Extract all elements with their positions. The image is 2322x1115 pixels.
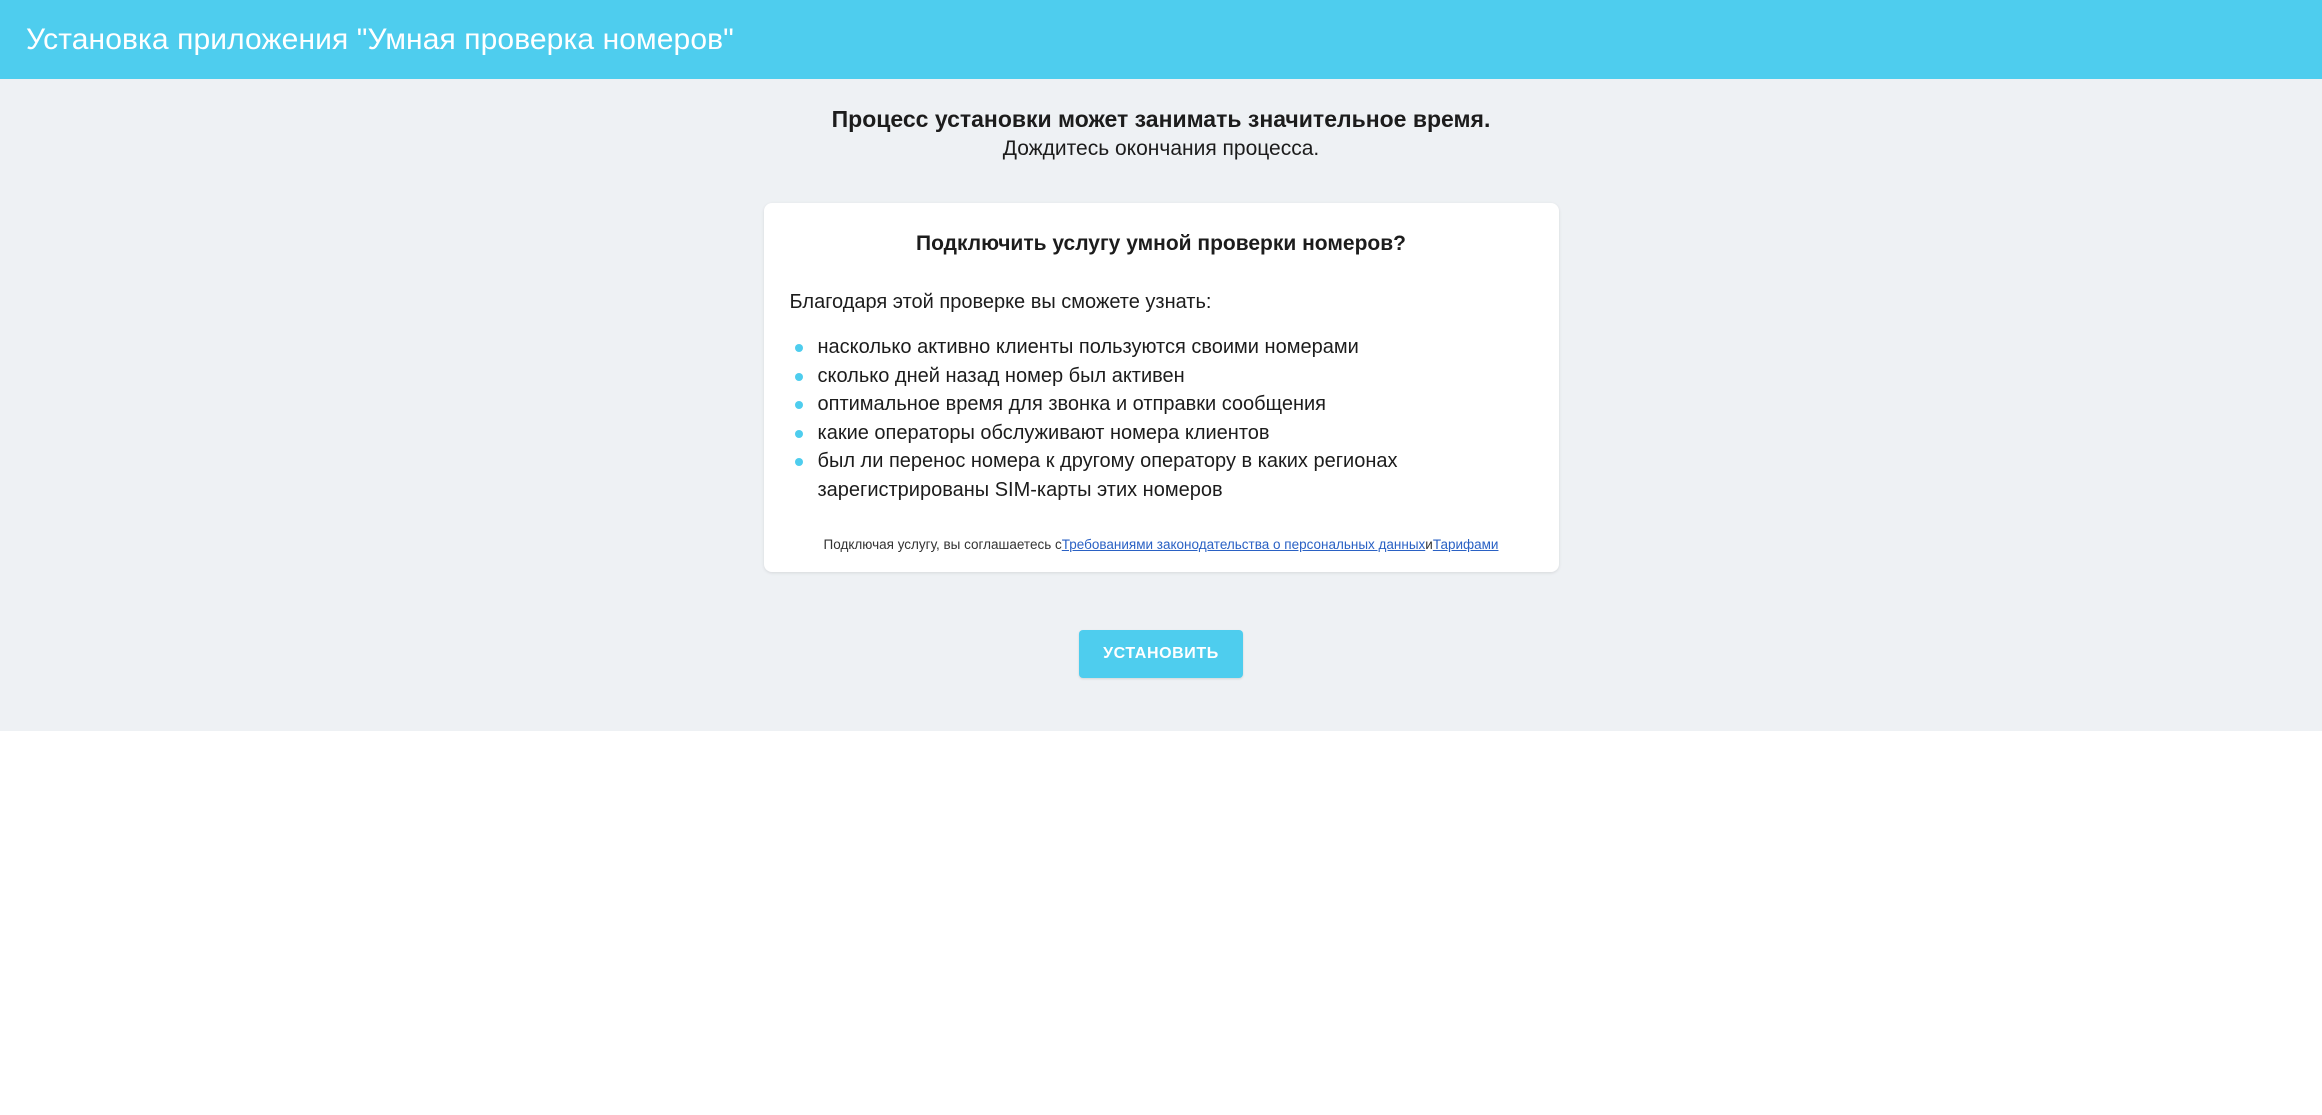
list-item — [792, 333, 1443, 362]
tariffs-link[interactable]: Тарифами — [1432, 537, 1499, 552]
install-button[interactable]: УСТАНОВИТЬ — [1079, 630, 1243, 678]
app-header — [0, 0, 2322, 79]
bullet-dot-icon — [795, 373, 803, 381]
list-item-label: оптимальное время для звонка и отправки сообщения — [817, 393, 1327, 415]
action-row — [0, 630, 2322, 678]
list-item-label: насколько активно клиенты пользуются своими номерами — [817, 336, 1359, 358]
list-item — [792, 447, 1443, 504]
card-lead-text: Благодаря этой проверке вы сможете узнать: — [789, 291, 1212, 313]
page-title: Установка приложения "Умная проверка номеров" — [26, 22, 734, 56]
bullet-dot-icon — [795, 430, 803, 438]
list-item — [792, 390, 1443, 419]
bullet-dot-icon — [795, 458, 803, 466]
list-item-label: сколько дней назад номер был активен — [817, 364, 1185, 387]
installation-notice — [0, 105, 2322, 163]
bullet-dot-icon — [795, 401, 803, 409]
service-offer-card — [764, 203, 1559, 572]
list-item-label: какие операторы обслуживают номера клиентов — [817, 421, 1270, 444]
installation-notice-sub: Дождитесь окончания процесса. — [1002, 137, 1320, 160]
bullet-dot-icon — [795, 344, 803, 352]
installation-panel — [0, 79, 2322, 731]
agreement-prefix: Подключая услугу, вы соглашаетесь с — [823, 537, 1062, 552]
page-empty-area — [0, 731, 2322, 1115]
list-item-label: был ли перенос номера к другому оператору в каких регионах зарегистрированы SIM-карты этих номеров — [817, 450, 1398, 501]
card-title: Подключить услугу умной проверки номеров? — [916, 232, 1406, 255]
agreement-conjunction: и — [1425, 537, 1433, 552]
installation-notice-main: Процесс установки может занимать значительное время. — [831, 106, 1491, 132]
list-item — [792, 362, 1443, 391]
benefits-list — [788, 333, 1535, 504]
personal-data-law-link[interactable]: Требованиями законодательства о персональных данных — [1061, 537, 1426, 552]
list-item — [792, 419, 1443, 448]
agreement-text — [788, 536, 1535, 554]
